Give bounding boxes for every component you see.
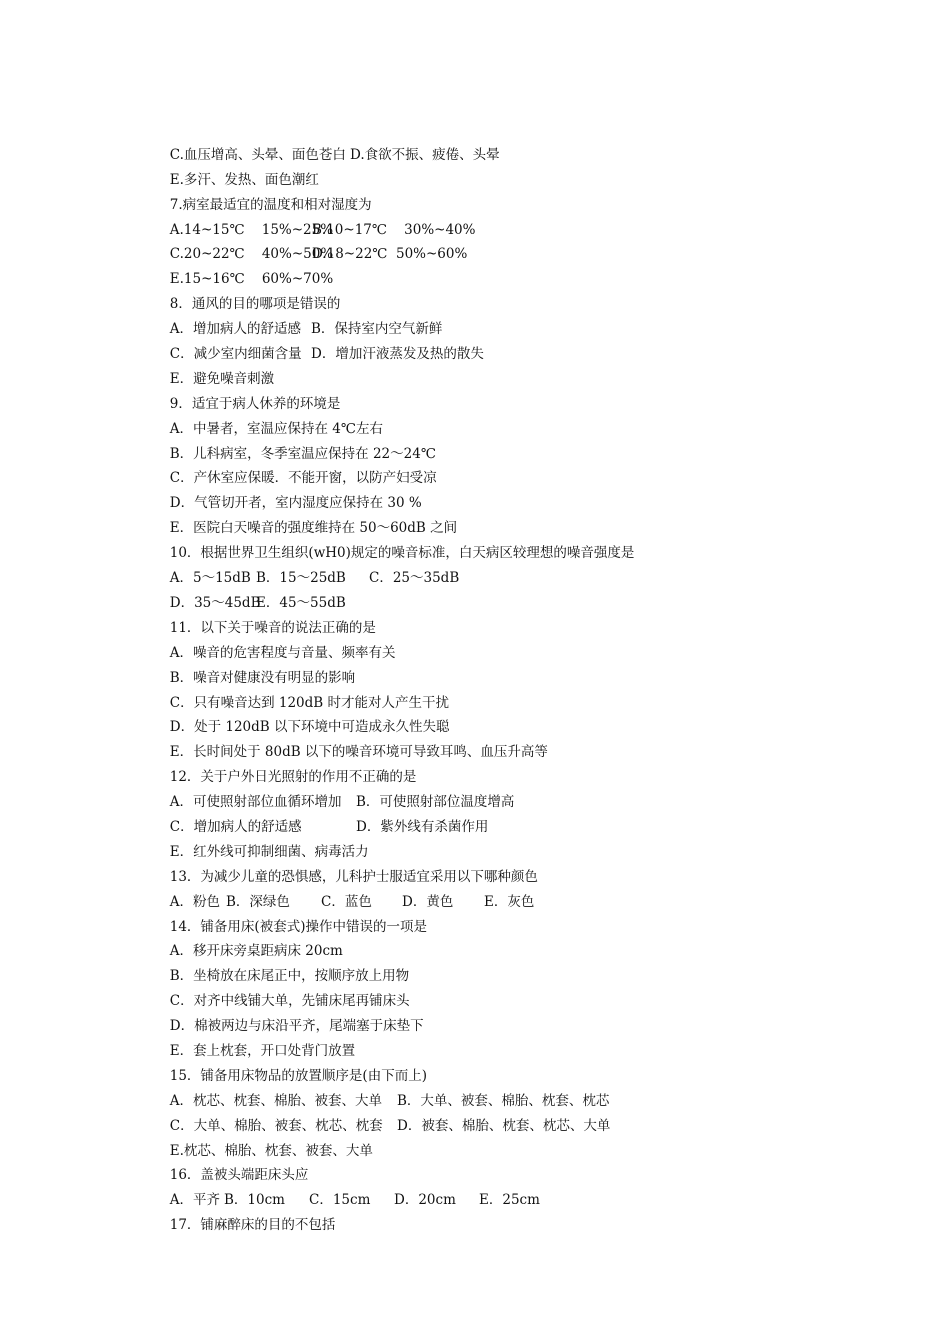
option-c: C．对齐中线铺大单，先铺床尾再铺床头 bbox=[169, 993, 410, 1010]
option-line bbox=[144, 1163, 844, 1209]
option-d: D．35～45dB bbox=[169, 594, 261, 611]
question-text: 10．根据世界卫生组织(wH0)规定的噪音标准，白天病区较理想的噪音强度是 bbox=[169, 545, 635, 562]
option-c: C.20~22℃ 40%~50% bbox=[169, 246, 334, 263]
option-d: D．黄色 bbox=[402, 893, 454, 910]
option-e: E.枕芯、棉胎、枕套、被套、大单 bbox=[169, 1142, 373, 1159]
question-9 bbox=[144, 367, 844, 412]
question-10 bbox=[144, 516, 844, 562]
option-line bbox=[144, 541, 844, 587]
question-text: 17．铺麻醉床的目的不包括 bbox=[169, 1217, 336, 1234]
question-12 bbox=[144, 740, 844, 786]
option-a: A．中暑者，室温应保持在 4℃左右 bbox=[169, 420, 383, 437]
option-line bbox=[144, 865, 844, 910]
question-16 bbox=[144, 1139, 844, 1184]
question-text: 9．适宜于病人休养的环境是 bbox=[169, 395, 341, 412]
option-a: A.14~15℃ 15%~25% bbox=[169, 221, 334, 238]
option-b: B．儿科病室，冬季室温应保持在 22～24℃ bbox=[169, 445, 436, 462]
option-line bbox=[144, 1114, 844, 1159]
question-13 bbox=[144, 840, 844, 885]
option-a: A．粉色 bbox=[169, 893, 220, 910]
option-e: E．灰色 bbox=[484, 893, 535, 910]
option-b: B．大单、被套、棉胎、枕套、枕芯 bbox=[397, 1092, 610, 1109]
option-a: A．可使照射部位血循环增加 bbox=[169, 794, 342, 811]
option-c: C．减少室内细菌含量 bbox=[169, 346, 302, 363]
option-b: B．噪音对健康没有明显的影响 bbox=[169, 669, 356, 686]
question-8 bbox=[144, 267, 844, 313]
question-text: 7.病室最适宜的温度和相对湿度为 bbox=[169, 196, 372, 213]
option-d: D.食欲不振、疲倦、头晕 bbox=[350, 146, 500, 163]
option-line bbox=[144, 641, 844, 686]
option-line bbox=[144, 566, 844, 611]
option-e: E．医院白天噪音的强度维持在 50～60dB 之间 bbox=[169, 520, 458, 537]
option-d: D．20cm bbox=[394, 1192, 456, 1209]
option-line bbox=[144, 1089, 844, 1134]
option-a: A．5～15dB bbox=[169, 570, 251, 587]
question-11 bbox=[144, 591, 844, 636]
option-line bbox=[144, 939, 844, 985]
question-14 bbox=[144, 890, 844, 935]
question-text: 13．为减少儿童的恐惧感，儿科护士服适宜采用以下哪种颜色 bbox=[169, 868, 538, 885]
question-text: 14．铺备用床(被套式)操作中错误的一项是 bbox=[169, 918, 427, 935]
option-line bbox=[144, 964, 844, 1010]
option-c: C．25～35dB bbox=[369, 570, 460, 587]
option-a: A．增加病人的舒适感 bbox=[169, 321, 301, 338]
option-line bbox=[144, 466, 844, 512]
question-17 bbox=[144, 1188, 844, 1234]
option-d: D.18~22℃ 50%~60% bbox=[312, 246, 468, 263]
question-15 bbox=[144, 1039, 844, 1084]
option-e: E．红外线可抑制细菌、病毒活力 bbox=[169, 843, 369, 860]
option-d: D．紫外线有杀菌作用 bbox=[356, 818, 489, 835]
option-line bbox=[144, 715, 844, 761]
option-e: E.多汗、发热、面色潮红 bbox=[169, 171, 319, 188]
option-b: B．10cm bbox=[224, 1192, 285, 1209]
option-c: C．只有噪音达到 120dB 时才能对人产生干扰 bbox=[169, 694, 449, 711]
option-line bbox=[144, 1064, 844, 1109]
option-line bbox=[144, 218, 844, 263]
option-line bbox=[144, 1014, 844, 1059]
option-c: C．增加病人的舒适感 bbox=[169, 818, 302, 835]
option-line bbox=[144, 317, 844, 363]
option-c: C.血压增高、头晕、面色苍白 bbox=[169, 146, 346, 163]
option-line bbox=[144, 616, 844, 661]
option-b: B．深绿色 bbox=[226, 893, 290, 910]
option-d: D．棉被两边与床沿平齐，尾端塞于床垫下 bbox=[169, 1018, 424, 1035]
option-d: D．增加汗液蒸发及热的散失 bbox=[311, 346, 484, 363]
option-line bbox=[144, 392, 844, 437]
option-e: E．25cm bbox=[479, 1192, 540, 1209]
question-text: 11．以下关于噪音的说法正确的是 bbox=[169, 619, 376, 636]
option-b: B．坐椅放在床尾正中，按顺序放上用物 bbox=[169, 968, 410, 985]
option-d: D．处于 120dB 以下环境中可造成永久性失聪 bbox=[169, 719, 450, 736]
option-a: A．移开床旁桌距病床 20cm bbox=[169, 943, 343, 960]
option-b: B．保持室内空气新鲜 bbox=[311, 321, 443, 338]
question-text: 15．铺备用床物品的放置顺序是(由下而上) bbox=[169, 1067, 427, 1084]
option-line bbox=[144, 242, 844, 288]
option-e: E.15~16℃ 60%~70% bbox=[169, 271, 334, 288]
option-line bbox=[144, 666, 844, 711]
question-list bbox=[144, 118, 844, 1234]
option-line bbox=[144, 915, 844, 960]
option-line bbox=[144, 989, 844, 1035]
option-line bbox=[144, 118, 844, 163]
option-a: A．枕芯、枕套、棉胎、被套、大单 bbox=[169, 1092, 382, 1109]
option-d: D．气管切开者，室内湿度应保持在 30 % bbox=[169, 495, 422, 512]
option-c: C．产休室应保暖．不能开窗，以防产妇受凉 bbox=[169, 470, 437, 487]
option-line bbox=[144, 690, 844, 736]
option-c: C．15cm bbox=[309, 1192, 371, 1209]
option-e: E．45～55dB bbox=[256, 594, 346, 611]
option-line bbox=[144, 491, 844, 537]
option-e: E．长时间处于 80dB 以下的噪音环境可导致耳鸣、血压升高等 bbox=[169, 744, 548, 761]
option-c: C．蓝色 bbox=[321, 893, 372, 910]
question-text: 16．盖被头端距床头应 bbox=[169, 1167, 309, 1184]
option-c: C．大单、棉胎、被套、枕芯、枕套 bbox=[169, 1117, 383, 1134]
option-a: A．平齐 bbox=[169, 1192, 220, 1209]
question-text: 12．关于户外日光照射的作用不正确的是 bbox=[169, 769, 417, 786]
option-e: E．避免噪音刺激 bbox=[169, 370, 275, 387]
option-line bbox=[144, 143, 844, 188]
option-b: B．可使照射部位温度增高 bbox=[356, 794, 515, 811]
option-d: D．被套、棉胎、枕套、枕芯、大单 bbox=[397, 1117, 611, 1134]
option-a: A．噪音的危害程度与音量、频率有关 bbox=[169, 644, 396, 661]
question-text: 8．通风的目的哪项是错误的 bbox=[169, 296, 341, 313]
option-line bbox=[144, 193, 844, 238]
option-line bbox=[144, 292, 844, 338]
option-line bbox=[144, 342, 844, 387]
option-line bbox=[144, 765, 844, 811]
option-b: B．15～25dB bbox=[256, 570, 346, 587]
question-7 bbox=[144, 168, 844, 213]
option-line bbox=[144, 442, 844, 487]
option-b: B.10~17℃ 30%~40% bbox=[312, 221, 476, 238]
option-line bbox=[144, 815, 844, 860]
option-line bbox=[144, 417, 844, 462]
option-line bbox=[144, 790, 844, 835]
option-e: E．套上枕套，开口处背门放置 bbox=[169, 1042, 356, 1059]
